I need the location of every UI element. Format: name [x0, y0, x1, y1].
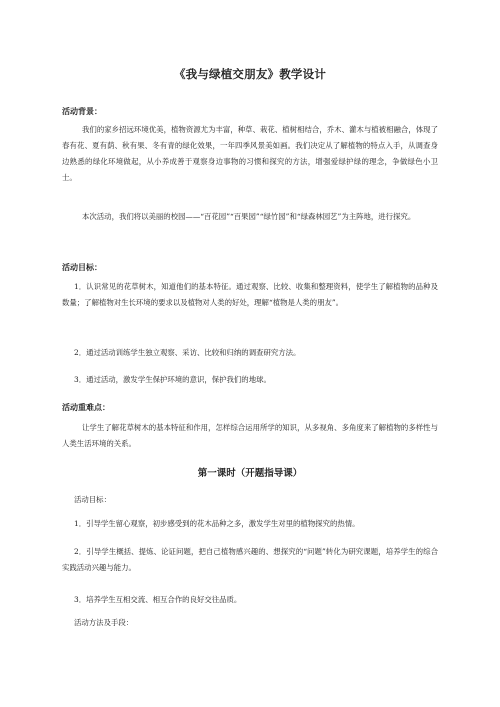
- goal-item-1: 1．认识常见的花草树木，知道他们的基本特征。通过观察、比较、收集和整理资料，使学生了解植物的品种及数量；了解植物对生长环境的要求以及植物对人类的好处，理解“植物是人类的朋友”。: [62, 282, 438, 307]
- lesson1-goal-item-1: 1．引导学生留心观察，初步感受到的花木品种之多，激发学生对里的植物探究的热情。: [74, 519, 360, 528]
- lesson1-goal-item-3: 3．培养学生互相交流、相互合作的良好交往品质。: [74, 595, 242, 604]
- lesson1-goal-item-2: 2．引导学生概括、提炼、论证问题，把自己植物感兴趣的、想探究的“问题”转化为研究课题，培养学生的综合实践活动兴趣与能力。: [62, 547, 438, 572]
- background-paragraph-1: 我们的家乡招远环境优美，植物资源尤为丰富，种草、栽花、植树相结合，乔木、灌木与植被相融合，体现了春有花、夏有荫、秋有果、冬有青的绿化效果，一年四季风景美如画。我们决定从了解植物的特点入手，从调查身边熟悉的绿化环境做起，从小养成善于观察身边事物的习惯和探究的方法，增强爱绿护绿的理念，争做绿色小卫士。: [62, 125, 438, 182]
- background-paragraph-2: 本次活动，我们将以美丽的校园——“百花园”“百果园”“绿竹园”和“绿森林园艺”为主阵地，进行探究。: [82, 212, 416, 221]
- goal-item-3: 3．通过活动，激发学生保护环境的意识，保护我们的地球。: [74, 375, 271, 384]
- lesson1-methods-label: 活动方法及手段：: [74, 618, 134, 627]
- document-title: 《我与绿植交朋友》教学设计: [173, 67, 327, 81]
- lesson1-goals-label: 活动目标：: [74, 495, 111, 504]
- goal-item-2: 2．通过活动训练学生独立观察、采访、比较和归纳的调查研究方法。: [74, 348, 301, 357]
- goals-heading: 活动目标：: [62, 262, 102, 272]
- background-heading: 活动背景：: [62, 106, 102, 116]
- difficulty-heading: 活动重难点：: [62, 402, 110, 412]
- difficulty-paragraph: 让学生了解花草树木的基本特征和作用，怎样综合运用所学的知识，从多视角、多角度来了解植物的多样性与人类生活环境的关系。: [62, 423, 438, 448]
- lesson1-heading: 第一课时（开题指导课）: [197, 468, 303, 479]
